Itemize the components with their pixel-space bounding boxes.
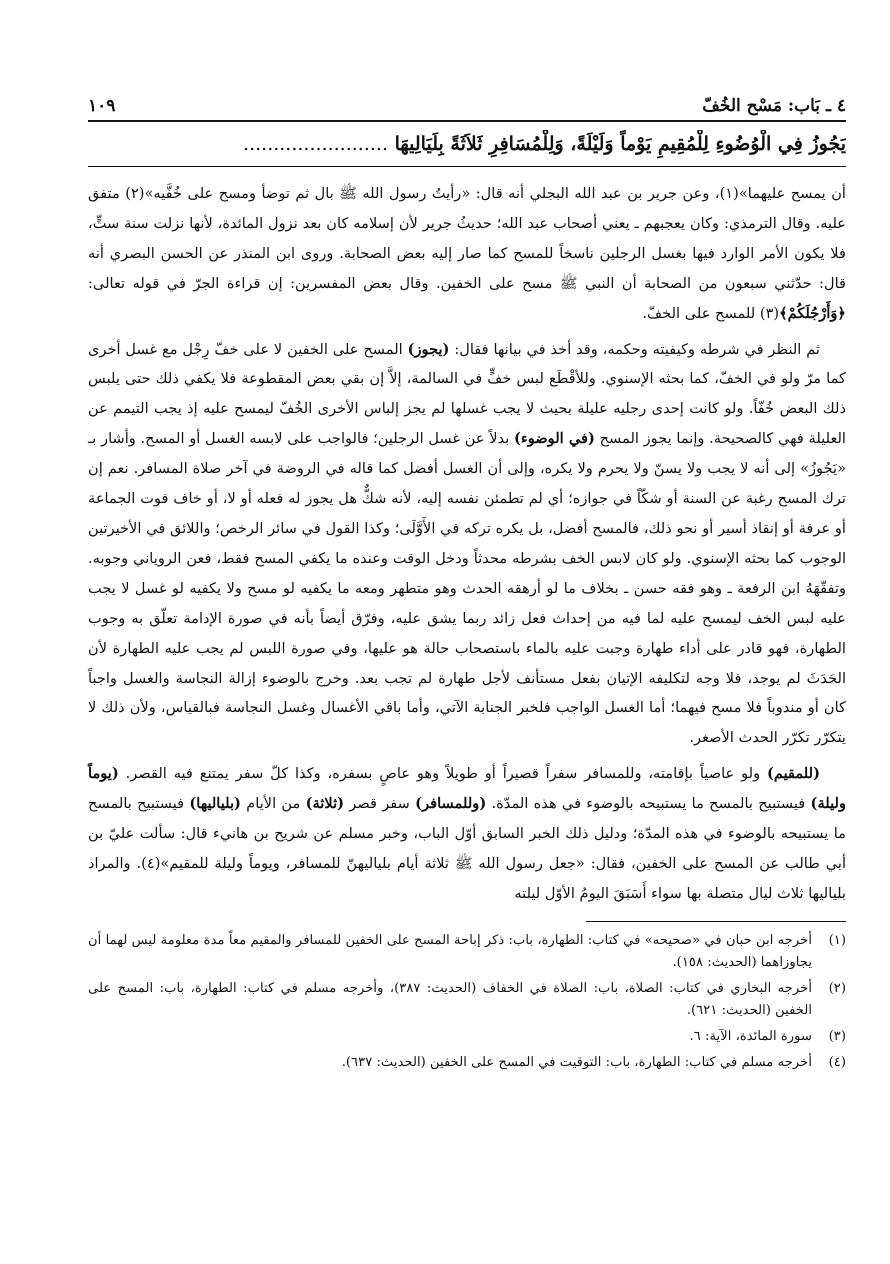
text-run: فيستبيح بالمسح ما يستبيحه بالوضوء في هذه المدّة.	[486, 795, 811, 813]
text-run: من الأيام	[240, 795, 306, 813]
footnote-number: (٢)	[828, 980, 846, 996]
matn-text: يَجُوزُ فِي الْوُضُوءِ لِلْمُقِيمِ يَوْماً وَلَيْلَةً، وَلِلْمُسَافِرِ ثَلاَثَةً بِلَيَالِيهَا	[394, 133, 846, 155]
text-run: متفق عليه. وقال الترمذي: وكان يعجبهم ـ يعني أصحاب عبد الله؛ حديثُ جرير لأن إسلامه كان بعد نزول المائدة، لأنها نزلت سنة ستٍّ، فلا يكون الأمر الوارد فيها بغسل الرجلين ناسخاً للمسح كما صار إليه بعض الصحابة. وروى ابن المنذر عن الحسن البصري أنه قال: حدّثني سبعون من الصحابة أن النبي ﷺ مسح على الخفين. وقال بعض المفسرين: إن قراءة الجرّ في قوله تعالى:	[88, 185, 846, 292]
footnote-text: سورة المائدة، الآية: ٦.	[689, 1028, 812, 1044]
text-run: ولو عاصياً بإقامته، وللمسافر سفراً قصيراً أو طويلاً وهو عاصٍ بسفره، وكذا كلّ سفر يمتنع فيه القصر.	[118, 765, 767, 783]
commentary-body	[88, 179, 846, 909]
text-run: (٣)	[759, 304, 780, 322]
matn-quote: ﴿وَأَرْجُلَكُمْ﴾	[779, 304, 846, 322]
footnotes	[88, 930, 846, 1074]
footnote-number: (٤)	[828, 1054, 846, 1070]
matn-quote: (للمقيم)	[766, 765, 820, 783]
footnote	[88, 930, 846, 974]
footnote-text: أخرجه مسلم في كتاب: الطهارة، باب: التوقيت في المسح على الخفين (الحديث: ٦٣٧).	[341, 1054, 812, 1070]
page-number: ١٠٩	[88, 96, 116, 116]
text-run: سفر قصر	[344, 795, 416, 813]
matn-quote: (وللمسافر)	[415, 795, 487, 813]
text-run: للمسح على الخفّ.	[642, 304, 760, 322]
running-header	[88, 82, 846, 122]
matn-quote: (يجوز)	[407, 340, 450, 358]
paragraph	[88, 335, 846, 754]
footnote-number: (٣)	[828, 1028, 846, 1044]
footnote	[88, 1026, 846, 1048]
footnote	[88, 978, 846, 1022]
text-run: أن يمسح عليهما»	[738, 185, 846, 202]
text-run: (١)	[719, 185, 739, 202]
footnote-text: أخرجه ابن حبان في «صحيحه» في كتاب: الطهارة، باب: ذكر إباحة المسح على الخفين للمسافر والمقيم معاً مدة معلومة ليس لهما أن يجاوزاهما (الحديث: ١٥٨).	[88, 932, 812, 970]
chapter-title: ٤ ـ بَاب: مَسْح الخُفّ	[702, 96, 846, 116]
footnote-divider	[586, 921, 846, 922]
footnote	[88, 1052, 846, 1074]
matn-quote: (يوماً وليلة)	[88, 765, 847, 813]
footnote-text: أخرجه البخاري في كتاب: الصلاة، باب: الصلاة في الخفاف (الحديث: ٣٨٧)، وأخرجه مسلم في كتاب: الطهارة، باب: المسح على الخفين (الحديث: ٦٢١).	[88, 980, 812, 1018]
footnote-number: (١)	[828, 932, 846, 948]
book-page	[88, 82, 846, 1078]
text-run: (٢)	[125, 185, 145, 202]
matn-quote: (ثلاثة)	[305, 795, 345, 813]
text-run: . والمراد بلياليها ثلاث ليال متصلة بها سواء أَسَبَقَ اليومُ الأوّل ليلته	[88, 854, 846, 902]
matn-line	[88, 130, 846, 167]
paragraph	[88, 759, 846, 909]
text-run: المسح على الخفين لا على خفّ رِجْل مع غسل أخرى كما مرّ ولو في الخفّ، كما بحثه الإسنوي. وللأقْطَع لبس خفٍّ في السالمة، إلاَّ إن بقي بعض المقطوعة فلا يكفي ذلك حتى يلبس ذلك البعض خُفّاً. ولو كانت إحدى رجليه عليلة بحيث لا يجب غسلها لم يجز إلباس الأخرى الخُفّ ليمسح عليه إذ يجب التيمم عن العليلة فهي كالصحيحة. وإنما يجوز المسح	[88, 340, 846, 448]
paragraph	[88, 179, 846, 329]
text-run: ثم النظر في شرطه وكيفيته وحكمه، وقد أخذ في بيانها فقال:	[449, 340, 820, 358]
matn-quote: (في الوضوء)	[513, 430, 595, 448]
text-run: (٤)	[141, 854, 161, 872]
matn-quote: (بلياليها)	[189, 795, 241, 813]
matn-dots: ........................	[243, 133, 388, 155]
text-run: ، وعن جرير بن عبد الله البجلي أنه قال: «رأيتُ رسول الله ﷺ بال ثم توضأ ومسح على خُفَّيه»	[144, 185, 720, 202]
text-run: فيستبيح بالمسح ما يستبيحه بالوضوء في هذه المدّة؛ ودليل ذلك الخبر السابق أوّل الباب، وخبر مسلم عن شريح بن هانيء قال: سألت عليّ بن أبي طالب عن المسح على الخفين، فقال: «جعل رسول الله ﷺ ثلاثة أيام بلياليهنّ للمسافر، ويوماً وليلة للمقيم»	[88, 795, 847, 872]
text-run: بدلاً عن غسل الرجلين؛ فالواجب على لابسه الغسل أو المسح. وأشار بـ «يَجُوزُ» إلى أنه لا يجب ولا يسنّ ولا يحرم ولا يكره، وإلى أن الغسل أفضل كما قاله في الروضة في آخر صلاة المسافر. نعم إن ترك المسح رغبة عن السنة أو شكّاً في جوازه؛ أي لم تطمئن نفسه إليه، لأنه شكٌّ هل يجوز له فعله أو لا، أو خاف فوت الجماعة أو عرفة أو إنقاذ أسير أو نحو ذلك، فالمسح أفضل، بل يكره تركه في الأَوَّلَى؛ وكذا القول في سائر الرخص؛ واللائق في الأخيرتين الوجوب كما بحثه الإسنوي. ولو كان لابس الخف بشرطه محدثاً ودخل الوقت وعنده ما يكفي المسح فقط، فعن الروياني وجوبه. وتفقّهَهُ ابن الرفعة ـ وهو فقه حسن ـ بخلاف ما لو أرهقه الحدث وهو متطهر ومعه ما يكفيه لو مسح ولا يكفيه لو غسل لا يجب عليه لبس الخف ليمسح عليه لما فيه من إحداث فعل زائد ربما يشق عليه، وفرّق أيضاً بأنه في صورة الإدامة تعلّق به وجوب الطهارة، فهو قادر على أداء طهارة وجبت عليه بالماء باستصحاب حالة هو عليها، وفي صورة اللبس لم يجب عليه الطهارة لأن الحَدَثَ لم يوجد، فلا وجه لتكليفه الإتيان بفعل مستأنف لأجل طهارة لم تجب بعد. وخرج بالوضوء إزالة النجاسة والغسل واجباً كان أو مندوباً فلا مسح فيهما؛ أما الغسل الواجب فلخبر الجنابة الآتي، وأما باقي الأغسال وغسل النجاسة فبالقياس، ولأن ذلك لا يتكرّر تكرّر الحدث الأصغر.	[88, 430, 846, 747]
